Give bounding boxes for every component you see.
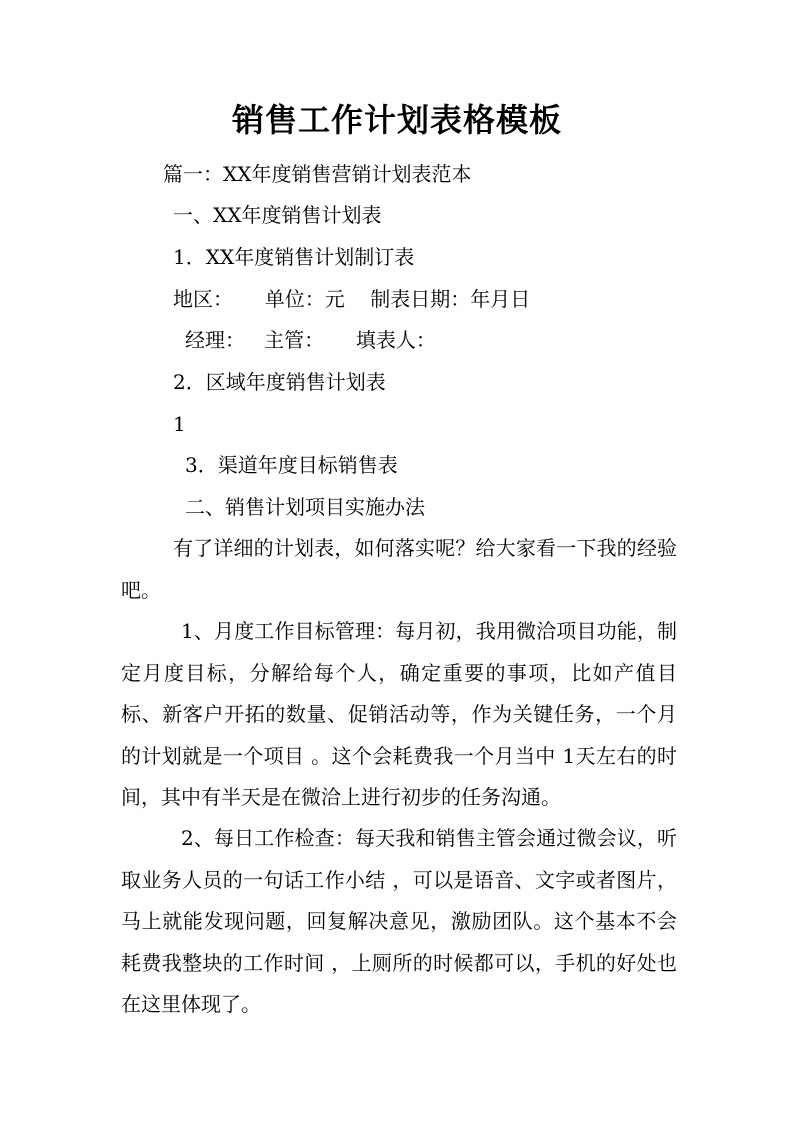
paragraph-monthly-goals: 1、月度工作目标管理：每月初，我用微洽项目功能，制定月度目标，分解给每个人，确定重要的事项，比如产值目标、新客户开拓的数量、促销活动等，作为关键任务，一个月的计划就是一个项目 。这个会耗费我一个月当中 1天左右的时间，其中有半天是在微洽上进行初步的任务沟通。 [121, 619, 677, 809]
document-title: 销售工作计划表格模板 [231, 101, 562, 139]
item-1: 1．XX年度销售计划制订表 [173, 245, 415, 269]
form-fields-row-1: 地区： 单位：元 制表日期：年月日 [173, 287, 531, 311]
chapter-heading: 篇一：XX年度销售营销计划表范本 [163, 162, 472, 186]
item-3: 3．渠道年度目标销售表 [185, 453, 398, 477]
intro-paragraph: 有了详细的计划表，如何落实呢？给大家看一下我的经验吧。 [121, 536, 677, 602]
section-heading-1: 一、XX年度销售计划表 [173, 203, 382, 227]
item-2: 2．区域年度销售计划表 [173, 370, 386, 394]
page-reference: 1 [173, 412, 186, 436]
form-fields-row-2: 经理： 主管： 填表人： [185, 328, 436, 352]
paragraph-daily-check: 2、每日工作检查：每天我和销售主管会通过微会议，听取业务人员的一句话工作小结 ，可以是语音、文字或者图片，马上就能发现问题，回复解决意见，激励团队。这个基本不会耗费我整块的工作时间 ，上厕所的时候都可以，手机的好处也在这里体现了。 [121, 826, 677, 1016]
section-heading-2: 二、销售计划项目实施办法 [185, 495, 425, 519]
